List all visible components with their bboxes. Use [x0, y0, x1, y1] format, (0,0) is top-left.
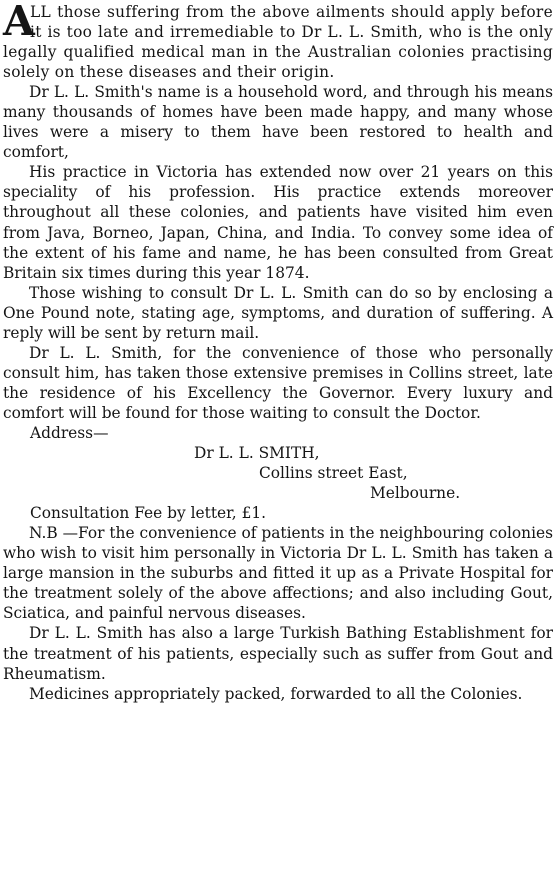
consultation-paragraph: Those wishing to consult Dr L. L. Smith can do so by enclosing a One Pound note, stating age, symptoms, and duration of suffering. A reply will be sent by return mail. — [3, 283, 553, 342]
address-label: Address— — [30, 423, 109, 442]
opening-paragraph-text: LL those suffering from the above ailments should apply before it is too late and irremediable to Dr L. L. Smith, who is the only legally qualified medical man in the Australian colonies practising solely on these diseases and their origin. — [3, 3, 553, 82]
turkish-bath-paragraph: Dr L. L. Smith has also a large Turkish Bathing Establishment for the treatment of his patients, especially such as suffer from Gout and Rheumatism. — [3, 624, 553, 683]
premises-paragraph: Dr L. L. Smith, for the convenience of those who personally consult him, has taken those extensive premises in Collins street, late the residence of his Excellency the Governor. Every luxury and comfort will be found for those waiting to consult the Doctor. — [3, 343, 553, 422]
address-street: Collins street East, — [259, 464, 408, 483]
address-city: Melbourne. — [370, 484, 461, 503]
reputation-paragraph: Dr L. L. Smith's name is a household word, and through his means many thousands of homes have been made happy, and many whose lives were a misery to them have been restored to health and comfort, — [3, 83, 553, 162]
opening-paragraph — [3, 2, 553, 82]
medicines-paragraph: Medicines appropriately packed, forwarded to all the Colonies. — [29, 684, 523, 703]
drop-cap-letter: A — [3, 0, 35, 45]
consultation-fee: Consultation Fee by letter, £1. — [30, 504, 267, 523]
address-name: Dr L. L. SMITH, — [194, 444, 320, 463]
practice-paragraph: His practice in Victoria has extended now over 21 years on this speciality of his profession. His practice extends moreover throughout all these colonies, and patients have visited him even from Java, Borneo, Japan, China, and India. To convey some idea of the extent of his fame and name, he has been consulted from Great Britain six times during this year 1874. — [3, 163, 553, 282]
nota-bene-paragraph: N.B —For the convenience of patients in the neighbouring colonies who wish to visit him personally in Victoria Dr L. L. Smith has taken a large mansion in the suburbs and fitted it up as a Private Hospital for the treatment solely of the above affections; and also including Gout, Sciatica, and painful nervous diseases. — [3, 524, 553, 623]
